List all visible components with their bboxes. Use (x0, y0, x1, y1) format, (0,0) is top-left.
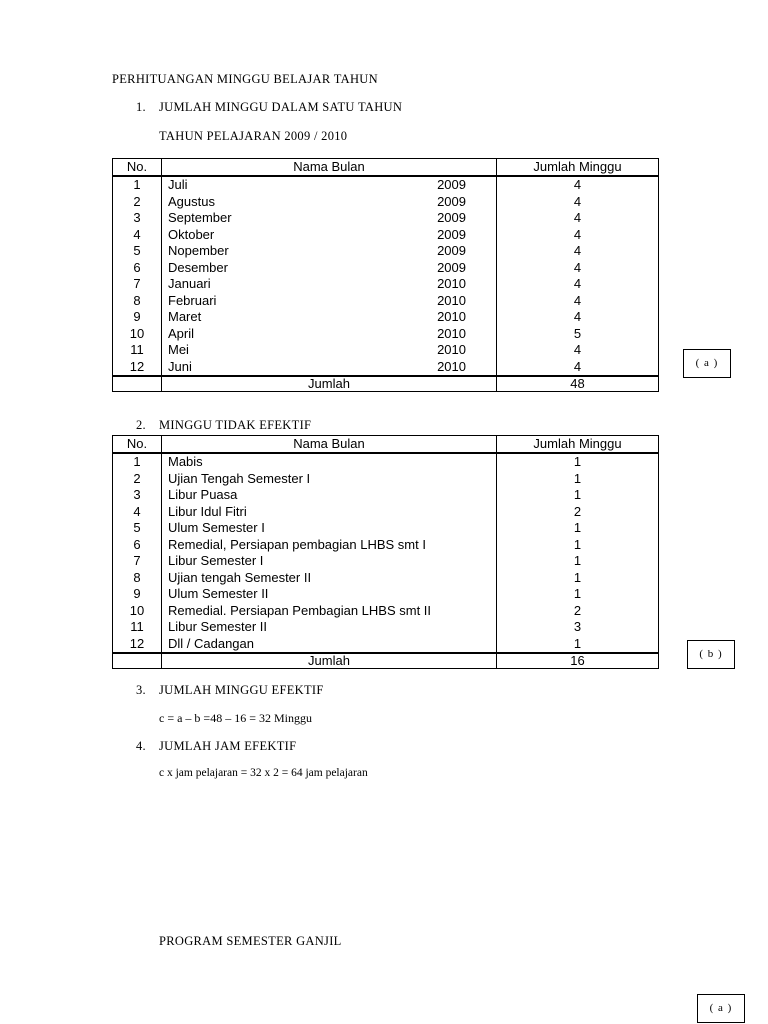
row-jumlah-minggu: 2 (497, 603, 659, 620)
program-semester-heading: PROGRAM SEMESTER GANJIL (159, 934, 342, 948)
total-spacer (113, 376, 162, 392)
row-nama-label: September (168, 210, 232, 225)
row-jumlah-minggu: 4 (497, 194, 659, 211)
row-nama-bulan (162, 453, 497, 471)
row-nama-label: Agustus (168, 193, 215, 209)
row-nama-bulan (162, 309, 497, 326)
row-no: 9 (113, 586, 162, 603)
section-2-number: 2. (136, 418, 146, 432)
row-tahun: 2009 (437, 193, 466, 209)
row-no: 8 (113, 293, 162, 310)
row-nama-bulan (162, 553, 497, 570)
row-tahun: 2010 (437, 276, 466, 291)
table-row (113, 260, 659, 277)
row-nama-label: Libur Puasa (168, 487, 238, 502)
table-row (113, 504, 659, 521)
row-jumlah-minggu: 1 (497, 570, 659, 587)
row-nama-bulan (162, 276, 497, 293)
row-nama-label: Ulum Semester I (168, 520, 265, 535)
row-no: 10 (113, 326, 162, 343)
row-nama-bulan (162, 227, 497, 244)
total-value: 48 (497, 376, 659, 392)
row-jumlah-minggu: 1 (497, 520, 659, 537)
row-nama-bulan (162, 243, 497, 260)
row-jumlah-minggu: 4 (497, 260, 659, 277)
table-row (113, 309, 659, 326)
table-row (113, 553, 659, 570)
row-nama-bulan (162, 194, 497, 211)
section-3-heading: JUMLAH MINGGU EFEKTIF (159, 683, 324, 697)
header-nama-bulan: Nama Bulan (162, 436, 497, 454)
table-header-row (113, 436, 659, 454)
row-no: 1 (113, 453, 162, 471)
row-jumlah-minggu: 3 (497, 619, 659, 636)
table-row (113, 342, 659, 359)
row-no: 6 (113, 260, 162, 277)
table-row (113, 359, 659, 377)
row-no: 11 (113, 619, 162, 636)
row-no: 12 (113, 636, 162, 654)
table-row (113, 603, 659, 620)
row-nama-bulan (162, 176, 497, 194)
row-nama-label: Nopember (168, 243, 229, 258)
table-row (113, 293, 659, 310)
section-4-formula: c x jam pelajaran = 32 x 2 = 64 jam pelajaran (159, 767, 368, 779)
row-nama-bulan (162, 293, 497, 310)
total-value: 16 (497, 653, 659, 669)
table-row (113, 210, 659, 227)
row-jumlah-minggu: 4 (497, 342, 659, 359)
row-jumlah-minggu: 4 (497, 309, 659, 326)
row-jumlah-minggu: 1 (497, 553, 659, 570)
header-jumlah-minggu: Jumlah Minggu (497, 436, 659, 454)
row-nama-label: Juli (168, 177, 188, 192)
table-row (113, 619, 659, 636)
row-no: 4 (113, 227, 162, 244)
row-nama-bulan (162, 603, 497, 620)
table-row (113, 636, 659, 654)
row-nama-label: Ujian tengah Semester II (168, 569, 312, 585)
row-nama-label: Mei (168, 342, 189, 357)
row-jumlah-minggu: 4 (497, 210, 659, 227)
row-nama-bulan (162, 586, 497, 603)
row-nama-bulan (162, 210, 497, 227)
section-1-heading: JUMLAH MINGGU DALAM SATU TAHUN (159, 100, 403, 114)
row-nama-label: Desember (168, 259, 228, 275)
row-nama-bulan (162, 570, 497, 587)
row-tahun: 2009 (437, 243, 466, 258)
row-no: 11 (113, 342, 162, 359)
table-row (113, 570, 659, 587)
table-row (113, 537, 659, 554)
row-jumlah-minggu: 4 (497, 359, 659, 377)
table-row (113, 194, 659, 211)
table-row (113, 276, 659, 293)
row-jumlah-minggu: 4 (497, 276, 659, 293)
row-nama-label: Libur Semester II (168, 619, 267, 634)
row-tahun: 2009 (437, 259, 466, 275)
section-3-formula: c = a – b =48 – 16 = 32 Minggu (159, 711, 312, 725)
row-jumlah-minggu: 1 (497, 487, 659, 504)
total-row (113, 376, 659, 392)
row-nama-bulan (162, 487, 497, 504)
total-spacer (113, 653, 162, 669)
row-no: 7 (113, 276, 162, 293)
row-nama-bulan (162, 504, 497, 521)
row-jumlah-minggu: 4 (497, 227, 659, 244)
row-tahun: 2010 (437, 309, 466, 324)
table-row (113, 227, 659, 244)
row-no: 2 (113, 471, 162, 488)
row-no: 3 (113, 487, 162, 504)
table-row (113, 471, 659, 488)
header-no: No. (113, 159, 162, 177)
row-nama-label: Ulum Semester II (168, 586, 269, 601)
row-nama-label: Oktober (168, 226, 215, 242)
row-nama-bulan (162, 537, 497, 554)
row-nama-bulan (162, 471, 497, 488)
section-4-heading: JUMLAH JAM EFEKTIF (159, 739, 297, 753)
table-row (113, 453, 659, 471)
row-no: 12 (113, 359, 162, 377)
total-row (113, 653, 659, 669)
row-no: 9 (113, 309, 162, 326)
row-no: 3 (113, 210, 162, 227)
row-nama-bulan (162, 520, 497, 537)
row-nama-label: April (168, 325, 195, 341)
row-nama-label: Remedial, Persiapan pembagian LHBS smt I (168, 536, 426, 552)
table-jumlah-minggu (112, 158, 659, 392)
row-jumlah-minggu: 2 (497, 504, 659, 521)
row-no: 1 (113, 176, 162, 194)
row-nama-label: Januari (168, 276, 211, 291)
section-3-number: 3. (136, 683, 146, 697)
table-row (113, 520, 659, 537)
row-jumlah-minggu: 4 (497, 293, 659, 310)
row-nama-label: Libur Idul Fitri (168, 503, 247, 519)
row-nama-label: Februari (168, 292, 217, 308)
row-tahun: 2009 (437, 210, 466, 225)
row-jumlah-minggu: 1 (497, 471, 659, 488)
row-nama-bulan (162, 342, 497, 359)
section-1-number: 1. (136, 100, 146, 114)
row-no: 5 (113, 520, 162, 537)
row-tahun: 2010 (437, 342, 466, 357)
header-jumlah-minggu: Jumlah Minggu (497, 159, 659, 177)
row-jumlah-minggu: 1 (497, 537, 659, 554)
row-no: 7 (113, 553, 162, 570)
row-nama-label: Mabis (168, 454, 203, 469)
row-jumlah-minggu: 4 (497, 243, 659, 260)
section-2-heading: MINGGU TIDAK EFEKTIF (159, 418, 312, 432)
row-jumlah-minggu: 1 (497, 453, 659, 471)
table-header-row (113, 159, 659, 177)
row-nama-bulan (162, 636, 497, 654)
row-jumlah-minggu: 4 (497, 176, 659, 194)
row-tahun: 2009 (437, 226, 466, 242)
table-row (113, 326, 659, 343)
section-4-number: 4. (136, 739, 146, 753)
row-tahun: 2010 (437, 358, 466, 374)
table-row (113, 487, 659, 504)
table-row (113, 176, 659, 194)
row-no: 2 (113, 194, 162, 211)
row-tahun: 2010 (437, 292, 466, 308)
table-minggu-tidak-efektif (112, 435, 659, 669)
row-nama-label: Juni (168, 358, 192, 374)
row-nama-label: Dll / Cadangan (168, 635, 254, 651)
header-no: No. (113, 436, 162, 454)
marker-a-footer: ( a ) (697, 994, 745, 1023)
total-label: Jumlah (162, 653, 497, 669)
total-label: Jumlah (162, 376, 497, 392)
row-tahun: 2009 (437, 177, 466, 192)
row-nama-label: Remedial. Persiapan Pembagian LHBS smt II (168, 602, 432, 618)
row-no: 4 (113, 504, 162, 521)
marker-b: ( b ) (687, 640, 735, 669)
row-jumlah-minggu: 1 (497, 586, 659, 603)
section-1-subheading: TAHUN PELAJARAN 2009 / 2010 (159, 129, 348, 143)
row-no: 10 (113, 603, 162, 620)
row-nama-label: Ujian Tengah Semester I (168, 470, 311, 486)
row-nama-label: Libur Semester I (168, 553, 264, 568)
marker-a: ( a ) (683, 349, 731, 378)
row-nama-bulan (162, 359, 497, 377)
row-nama-label: Maret (168, 309, 202, 324)
row-nama-bulan (162, 326, 497, 343)
table-row (113, 586, 659, 603)
row-nama-bulan (162, 260, 497, 277)
row-jumlah-minggu: 5 (497, 326, 659, 343)
row-no: 5 (113, 243, 162, 260)
row-nama-bulan (162, 619, 497, 636)
row-no: 8 (113, 570, 162, 587)
row-tahun: 2010 (437, 325, 466, 341)
row-no: 6 (113, 537, 162, 554)
table-row (113, 243, 659, 260)
header-nama-bulan: Nama Bulan (162, 159, 497, 177)
row-jumlah-minggu: 1 (497, 636, 659, 654)
document-title: PERHITUANGAN MINGGU BELAJAR TAHUN (112, 72, 378, 86)
